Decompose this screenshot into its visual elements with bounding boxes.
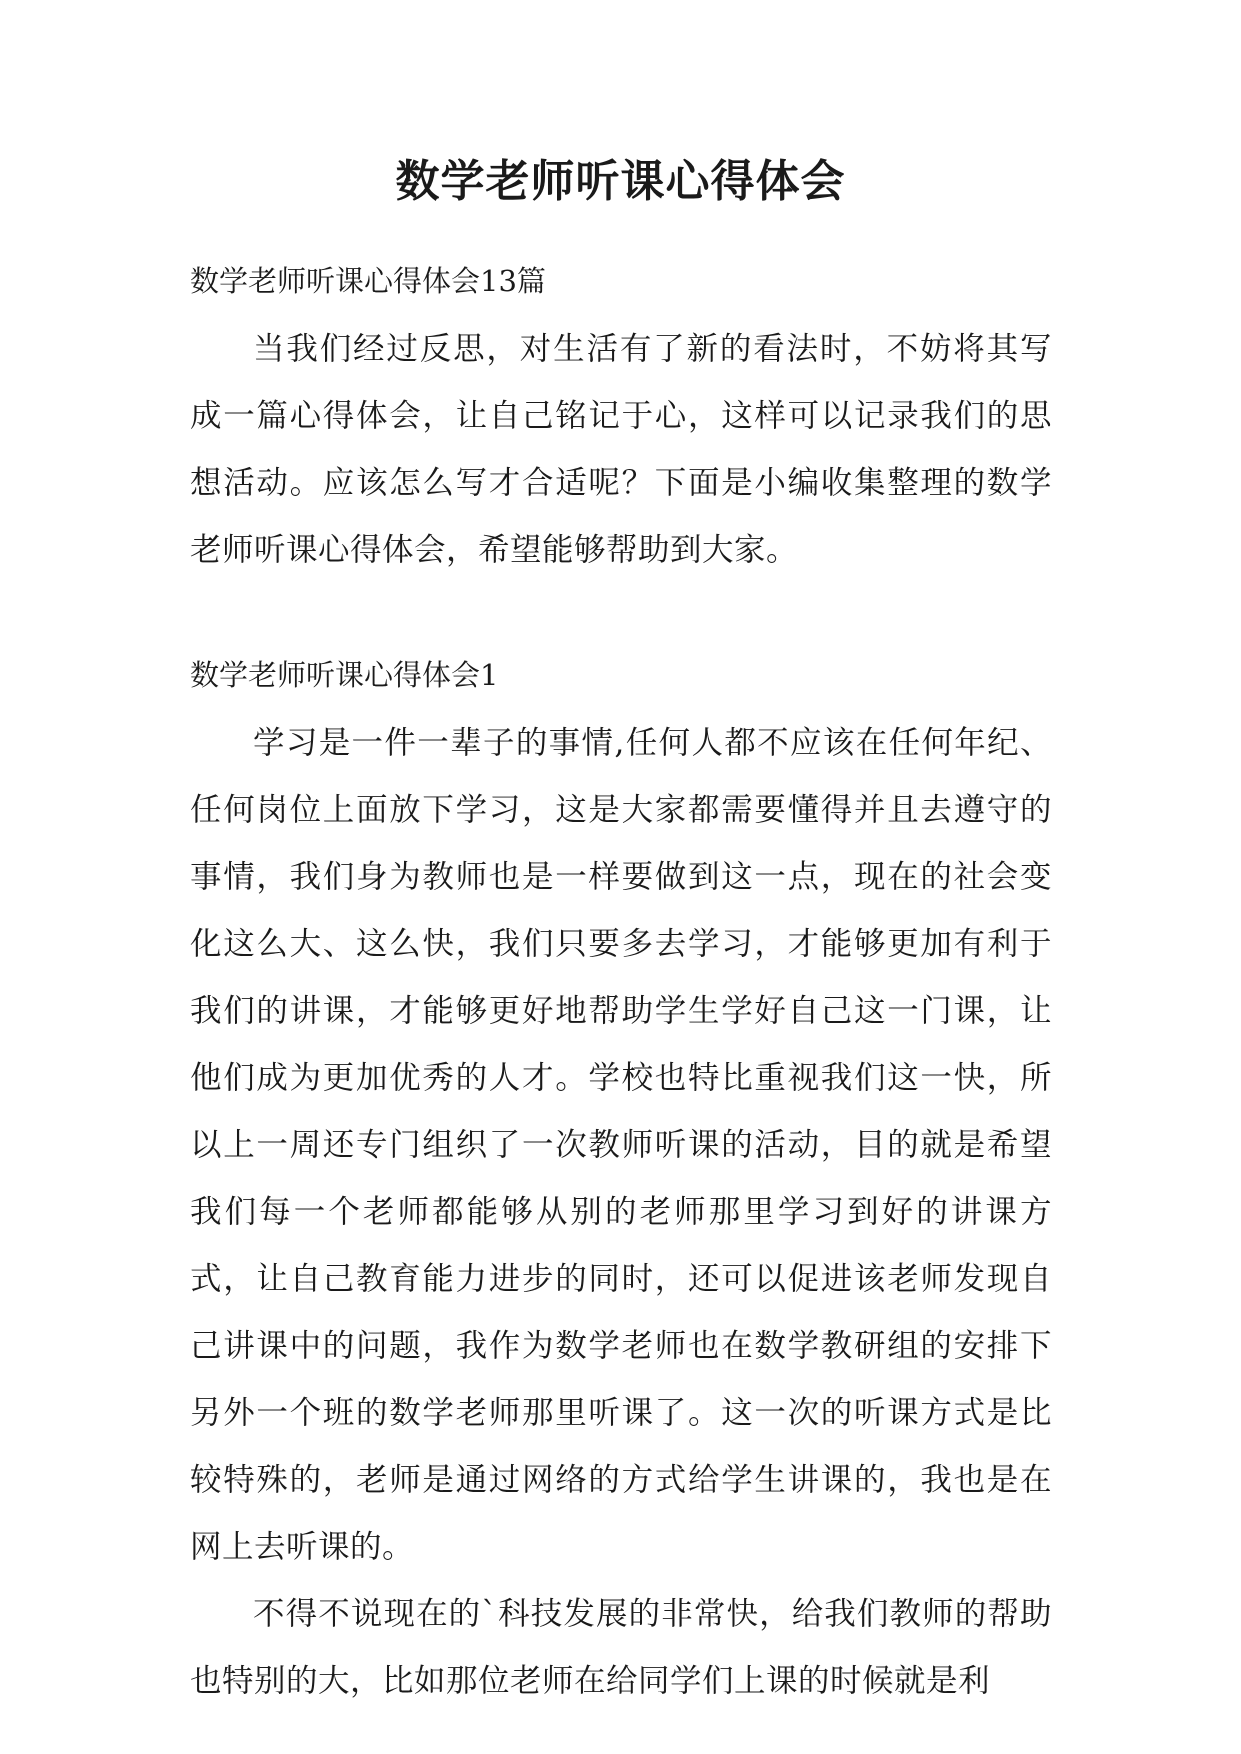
section-paragraph: 不得不说现在的`科技发展的非常快，给我们教师的帮助也特别的大，比如那位老师在给同学们上课的时候就是利: [190, 1596, 1052, 1699]
document-title: 数学老师听课心得体会: [395, 156, 846, 207]
document-body: [190, 262, 1052, 1715]
document-subtitle: 数学老师听课心得体会13篇: [190, 264, 546, 298]
intro-paragraph: 当我们经过反思，对生活有了新的看法时，不妨将其写成一篇心得体会，让自己铭记于心，这样可以记录我们的思想活动。应该怎么写才合适呢？下面是小编收集整理的数学老师听课心得体会，希望能够帮助到大家。: [190, 331, 1052, 568]
section-paragraph: 学习是一件一辈子的事情,任何人都不应该在任何年纪、任何岗位上面放下学习，这是大家都需要懂得并且去遵守的事情，我们身为教师也是一样要做到这一点，现在的社会变化这么大、这么快，我们只要多去学习，才能够更加有利于我们的讲课，才能够更好地帮助学生学好自己这一门课，让他们成为更加优秀的人才。学校也特比重视我们这一快，所以上一周还专门组织了一次教师听课的活动，目的就是希望我们每一个老师都能够从别的老师那里学习到好的讲课方式，让自己教育能力进步的同时，还可以促进该老师发现自己讲课中的问题，我作为数学老师也在数学教研组的安排下另外一个班的数学老师那里听课了。这一次的听课方式是比较特殊的，老师是通过网络的方式给学生讲课的，我也是在网上去听课的。: [190, 725, 1052, 1565]
section-heading: 数学老师听课心得体会1: [190, 658, 499, 692]
